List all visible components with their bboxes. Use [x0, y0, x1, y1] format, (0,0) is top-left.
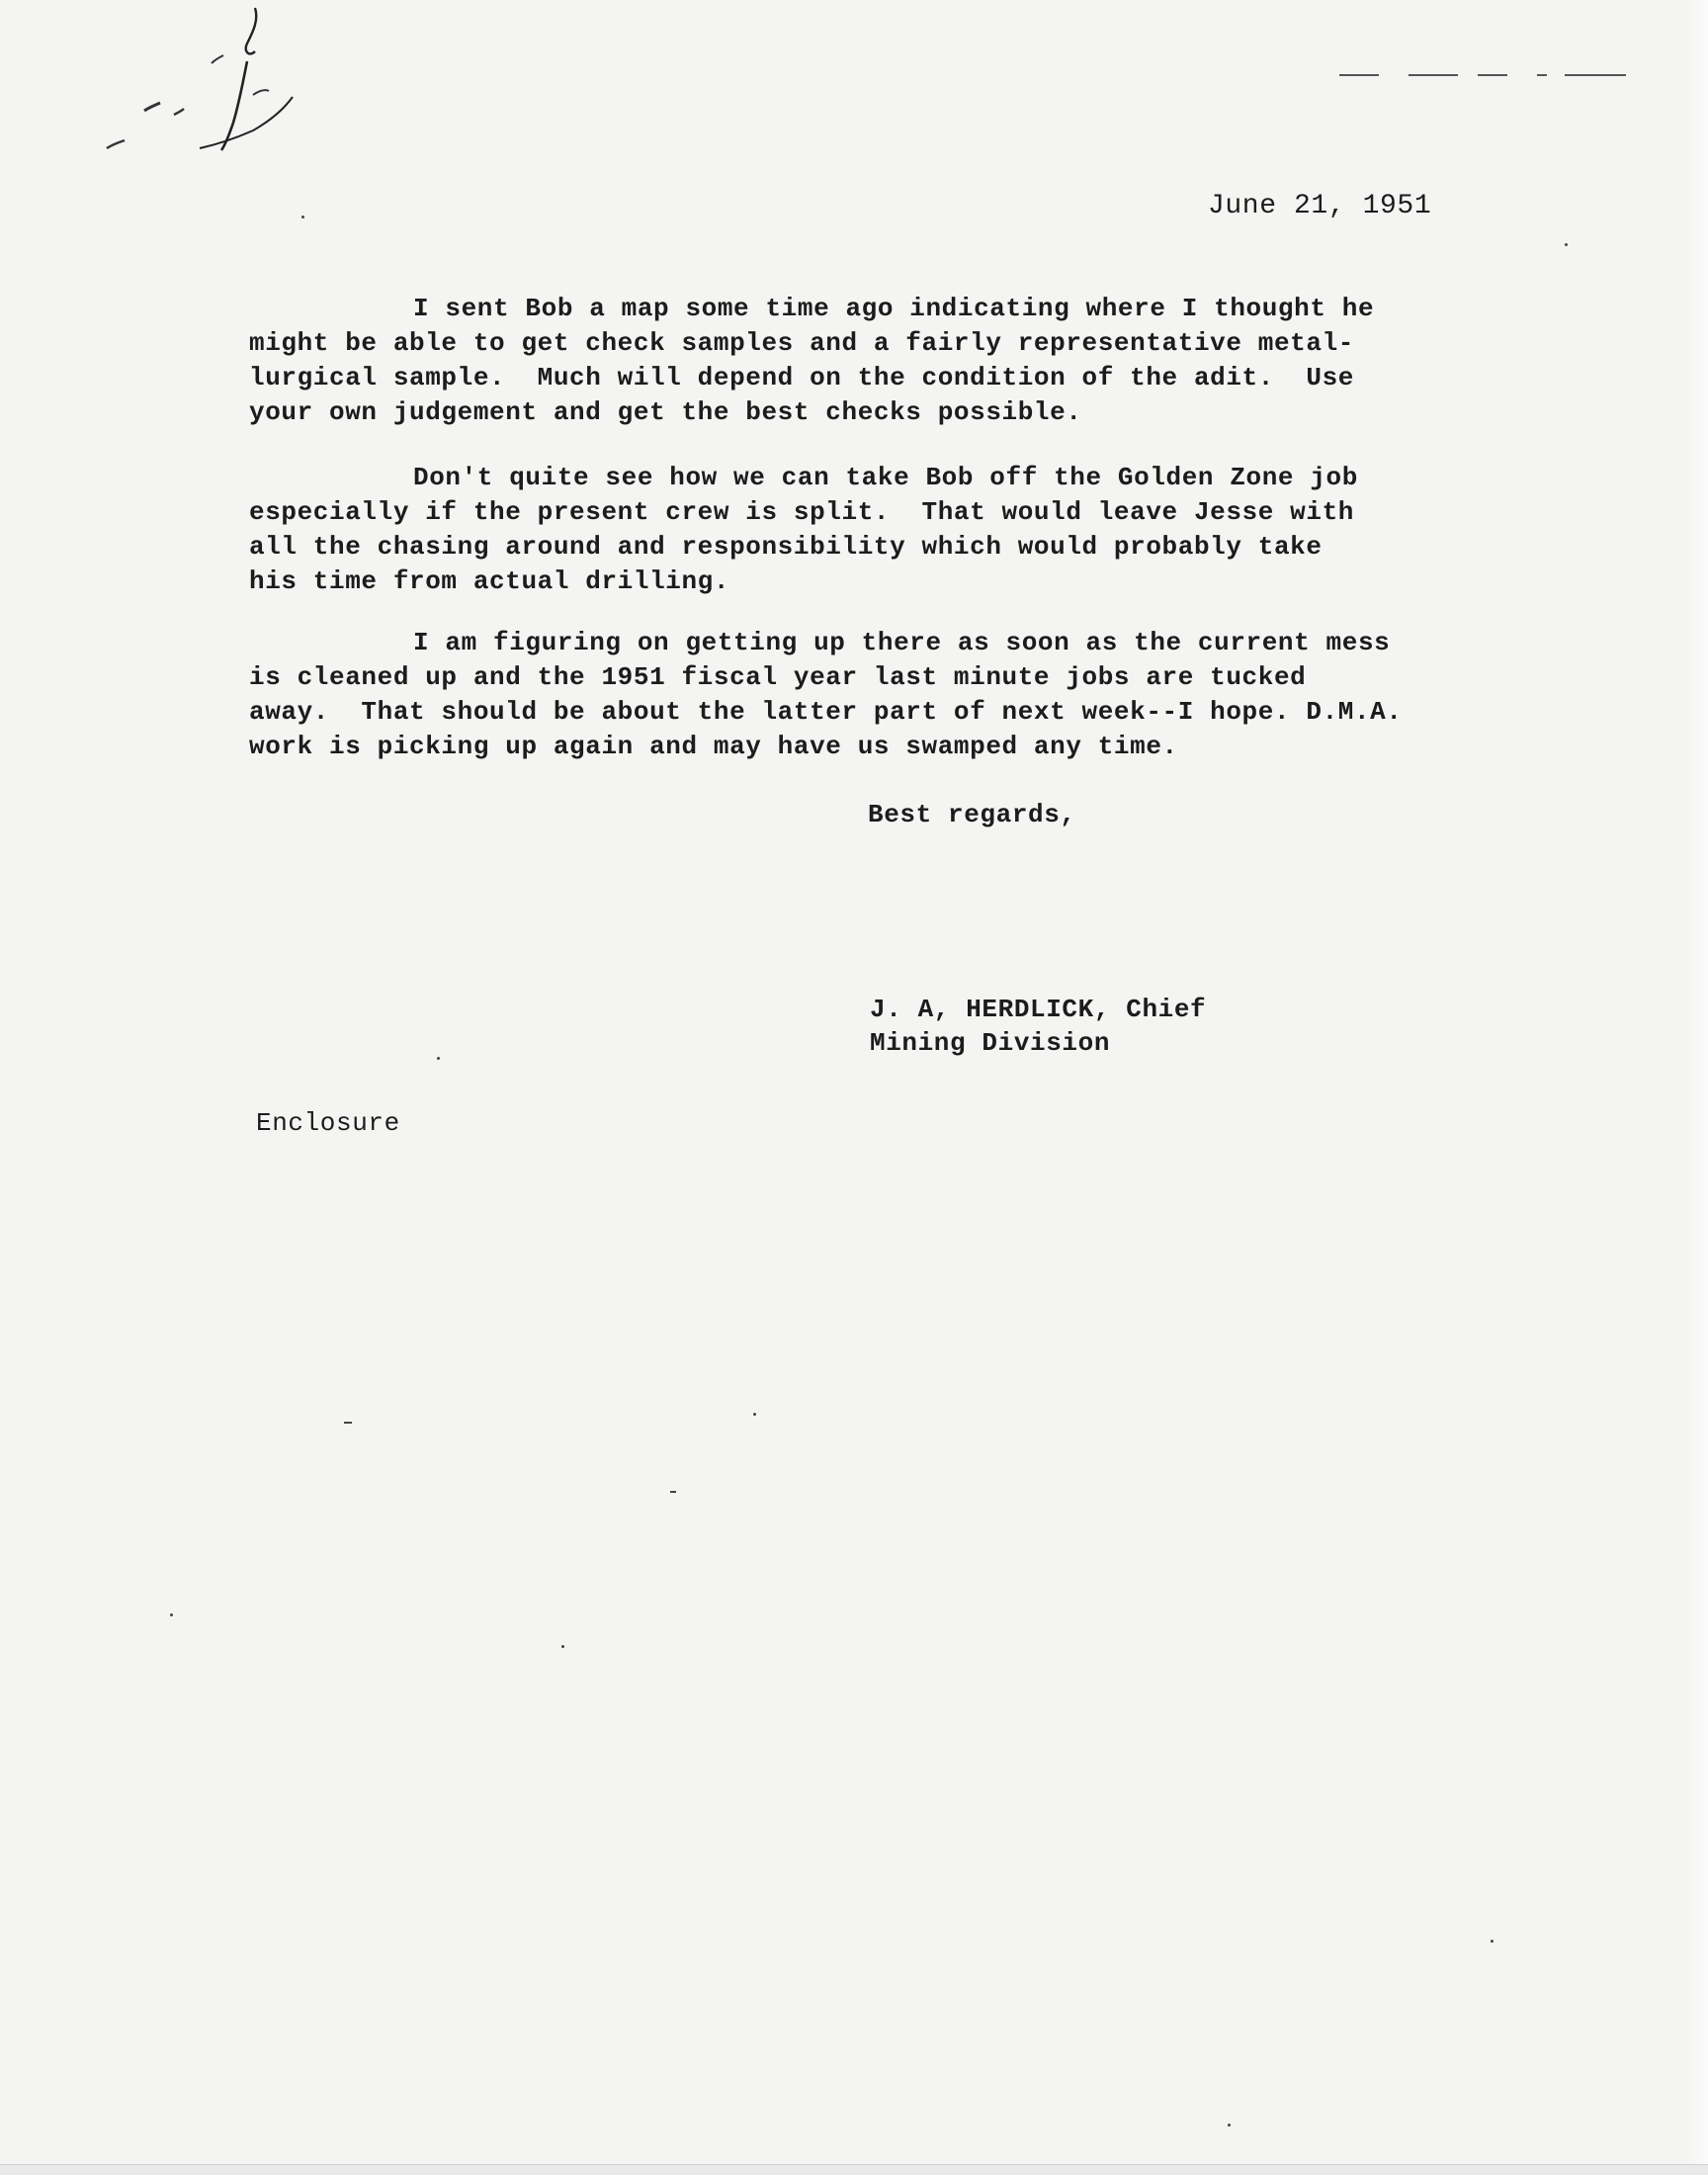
signature-block [870, 993, 1206, 1060]
paragraph-3 [249, 626, 1455, 764]
signature-division: Mining Division [870, 1028, 1111, 1058]
paragraph-line: especially if the present crew is split. That would leave Jesse with [249, 497, 1354, 527]
paragraph-line: away. That should be about the latter part of next week--I hope. D.M.A. [249, 697, 1403, 727]
paper-speck [170, 1613, 173, 1616]
paragraph-1 [249, 292, 1455, 430]
paragraph-line: I am figuring on getting up there as soon as the current mess [413, 628, 1391, 657]
paragraph-line: work is picking up again and may have us swamped any time. [249, 732, 1178, 761]
paragraph-line: all the chasing around and responsibility which would probably take [249, 532, 1323, 562]
paper-speck [1228, 2124, 1231, 2127]
paper-speck [1565, 243, 1568, 246]
paragraph-line: lurgical sample. Much will depend on the condition of the adit. Use [249, 363, 1354, 392]
top-rule-divider [1339, 73, 1626, 77]
paragraph-line: I sent Bob a map some time ago indicating where I thought he [413, 294, 1375, 323]
signature-name: J. A, HERDLICK, Chief [870, 995, 1207, 1024]
letter-date: June 21, 1951 [1208, 191, 1432, 221]
paragraph-line: his time from actual drilling. [249, 566, 730, 596]
paper-edge-right [1686, 0, 1708, 2175]
paper-speck [670, 1491, 676, 1493]
paper-speck [301, 216, 304, 218]
letter-closing: Best regards, [868, 800, 1076, 829]
paper-edge-bottom [0, 2164, 1708, 2175]
enclosure-note: Enclosure [256, 1108, 400, 1138]
handwritten-mark-icon [99, 0, 297, 168]
paragraph-line: is cleaned up and the 1951 fiscal year last minute jobs are tucked [249, 662, 1307, 692]
paper-speck [437, 1057, 440, 1060]
paper-speck [561, 1645, 564, 1648]
paragraph-line: Don't quite see how we can take Bob off the Golden Zone job [413, 463, 1358, 492]
paper-speck [1491, 1940, 1494, 1943]
paragraph-2 [249, 461, 1455, 599]
paper-speck [753, 1413, 756, 1416]
paragraph-line: your own judgement and get the best checks possible. [249, 397, 1082, 427]
paragraph-line: might be able to get check samples and a fairly representative metal- [249, 328, 1354, 358]
paper-speck [344, 1422, 352, 1424]
